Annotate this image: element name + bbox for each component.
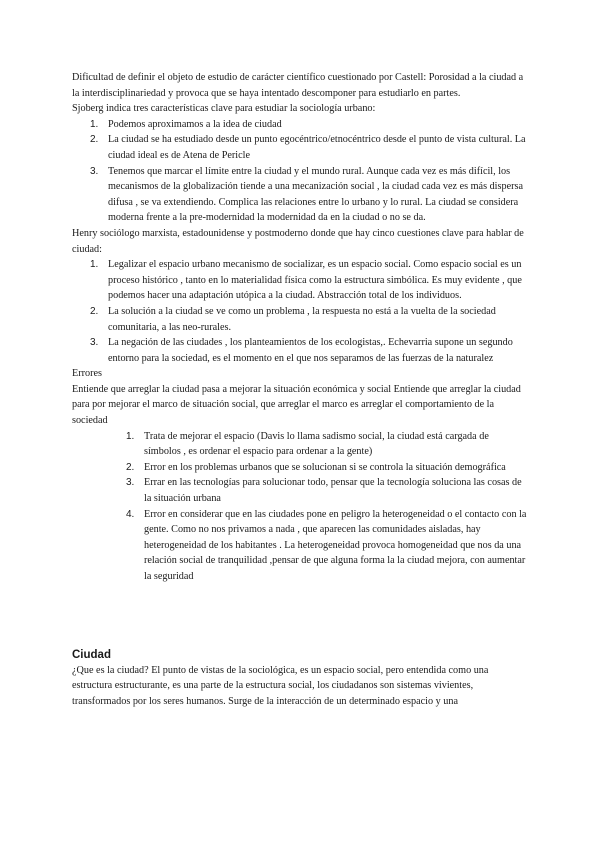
list-number: 2. xyxy=(126,461,135,473)
errores-title: Errores xyxy=(72,368,102,380)
list-number: 3. xyxy=(90,337,99,349)
sjoberg-lead: Sjoberg indica tres características clave para estudiar la sociología urbano: xyxy=(72,103,376,115)
errores-lead: Entiende que arreglar la ciudad pasa a mejorar la situación económica y social Entiende que arreglar la ciudad para por mejorar el marco de situación social, que arreglar el marco es arreglar el comportamiento de la sociedad xyxy=(72,383,521,427)
list-item-text: Legalizar el espacio urbano mecanismo de socializar, es un espacio social. Como espacio social es un proceso histórico , tanto en lo materialidad física como la estructura simbólica. Es muy evidente , que podemos hacer una adaptación utópica a la ciudad. Abstracción total de los individuos. xyxy=(108,259,543,302)
errores-list xyxy=(72,429,528,585)
list-item xyxy=(72,429,528,460)
list-item-text: Errar en las tecnologías para solucionar todo, pensar que la tecnología soluciona las cosas de la situación urbana xyxy=(144,477,522,505)
henry-list xyxy=(72,257,543,366)
henry-lead: Henry sociólogo marxista, estadounidense y postmoderno donde que hay cinco cuestiones clave para hablar de ciudad: xyxy=(72,227,524,255)
list-item-text: La solución a la ciudad se ve como un problema , la respuesta no está a la vuelta de la sociedad comunitaria, a las neo-rurales. xyxy=(108,305,496,333)
list-item xyxy=(72,460,528,476)
list-item xyxy=(72,132,528,163)
list-item xyxy=(72,507,528,585)
intro-paragraph: Dificultad de definir el objeto de estudio de carácter científico cuestionado por Castell: Porosidad a la ciudad a la interdisciplinariedad y provoca que se haya intentado descomponer para estudiarlo en partes. xyxy=(72,72,524,99)
list-number: 3. xyxy=(90,165,99,177)
list-number: 4. xyxy=(126,508,135,520)
list-item-text: Tenemos que marcar el límite entre la ciudad y el mundo rural. Aunque cada vez es más difícil, los mecanismos de la globalización tiende a una mecanización social , la ciudad cada vez es más dispersa difusa , se va extendiendo. Complica las relaciones entre lo urbano y lo rural. La ciudad se considera moderna frente a la pre-modernidad la modernidad da en la ciudad o no se da. xyxy=(108,165,523,224)
list-item xyxy=(72,164,528,226)
list-item-text: Error en los problemas urbanos que se solucionan si se controla la situación demográfica xyxy=(144,461,506,473)
list-item xyxy=(72,335,528,366)
list-number: 1. xyxy=(90,259,99,271)
list-item-text: Trata de mejorar el espacio (Davis lo llama sadismo social, la ciudad está cargada de símbolos , es ordenar el espacio para ordenar a la gente) xyxy=(144,430,489,458)
ciudad-heading: Ciudad xyxy=(72,648,111,661)
list-item xyxy=(72,304,528,335)
list-item-text: Error en considerar que en las ciudades pone en peligro la heterogeneidad o el contacto con la gente. Como no nos privamos a nada , que aparecen las comunidades aisladas, hay heterogeneidad de los habitantes . La heterogeneidad provoca homogeneidad que nos da una relación social de tranquilidad ,pensar de que alguna forma la la ciudad mejora, con aumentar la seguridad xyxy=(144,508,527,582)
list-item xyxy=(72,475,528,506)
list-item xyxy=(72,117,528,133)
sjoberg-list xyxy=(72,117,528,226)
list-number: 3. xyxy=(126,477,135,489)
list-item-text: La ciudad se ha estudiado desde un punto egocéntrico/etnocéntrico desde el punto de vista cultural. La ciudad ideal es de Atena de Pericle xyxy=(108,134,526,161)
list-item-text: La negación de las ciudades , los planteamientos de los ecologistas,. Echevarria supone un segundo entorno para la sociedad, es el momento en el que nos separamos de las fuerzas de la naturalez xyxy=(108,337,513,364)
ciudad-paragraph: ¿Que es la ciudad? El punto de vistas de la sociológica, es un espacio social, pero entendida como una estructura estructurante, es una parte de la estructura social, los ciudadanos son sistemas vivientes, transformados por los seres humanos. Surge de la interacción de un determinado espacio y una xyxy=(72,664,489,707)
list-number: 1. xyxy=(126,430,135,442)
list-item xyxy=(72,257,543,304)
list-number: 2. xyxy=(90,134,99,146)
list-number: 2. xyxy=(90,305,99,317)
list-number: 1. xyxy=(90,118,99,130)
list-item-text: Podemos aproximamos a la idea de ciudad xyxy=(108,118,282,130)
